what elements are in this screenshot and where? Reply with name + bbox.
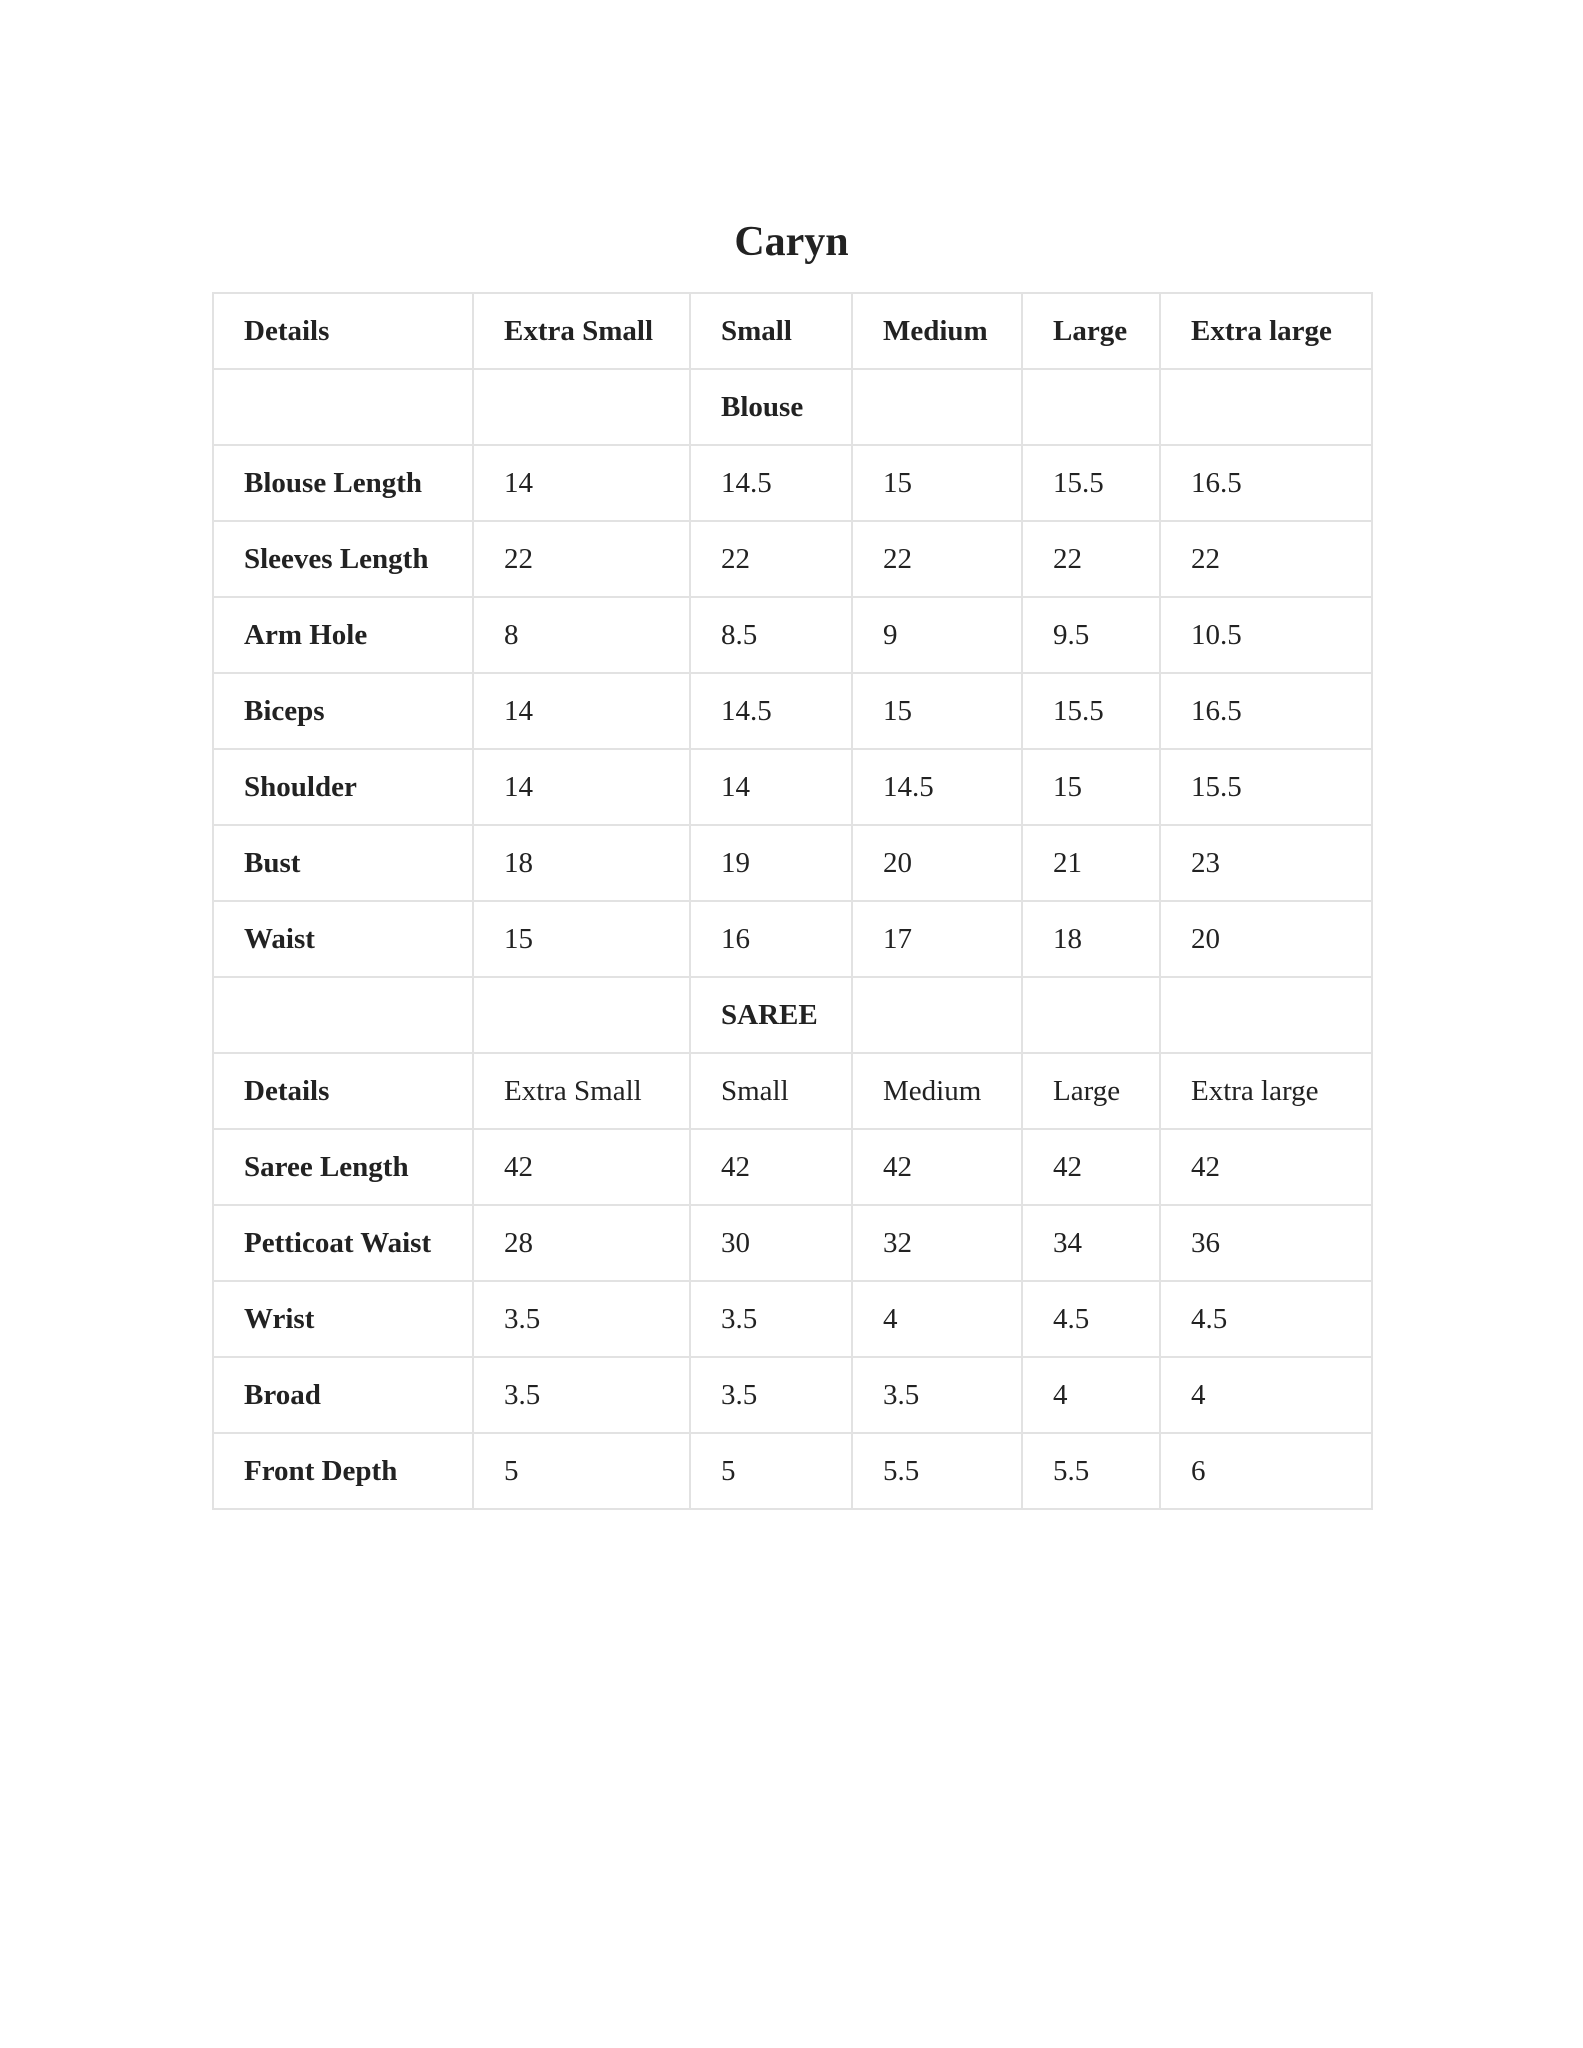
value-cell: 22 (473, 521, 690, 597)
empty-cell (1022, 977, 1160, 1053)
value-cell: 15.5 (1022, 673, 1160, 749)
value-cell: 14 (473, 445, 690, 521)
value-cell: 4.5 (1160, 1281, 1372, 1357)
header-row (213, 293, 1372, 369)
table-row (213, 597, 1372, 673)
value-cell: 17 (852, 901, 1022, 977)
value-cell: 14.5 (852, 749, 1022, 825)
empty-cell (213, 977, 473, 1053)
table-row (213, 1433, 1372, 1509)
saree-header-cell: Small (690, 1053, 852, 1129)
section-label-blouse: Blouse (690, 369, 852, 445)
empty-cell (1022, 369, 1160, 445)
saree-header-cell: Large (1022, 1053, 1160, 1129)
value-cell: 19 (690, 825, 852, 901)
row-label: Waist (213, 901, 473, 977)
value-cell: 4 (1022, 1357, 1160, 1433)
value-cell: 23 (1160, 825, 1372, 901)
value-cell: 9 (852, 597, 1022, 673)
value-cell: 42 (690, 1129, 852, 1205)
saree-header-cell: Extra Small (473, 1053, 690, 1129)
table-row (213, 521, 1372, 597)
value-cell: 8 (473, 597, 690, 673)
header-cell: Medium (852, 293, 1022, 369)
saree-header-cell: Extra large (1160, 1053, 1372, 1129)
page-title: Caryn (734, 219, 849, 265)
value-cell: 20 (852, 825, 1022, 901)
value-cell: 14 (473, 673, 690, 749)
value-cell: 36 (1160, 1205, 1372, 1281)
value-cell: 20 (1160, 901, 1372, 977)
value-cell: 15.5 (1022, 445, 1160, 521)
table-row (213, 673, 1372, 749)
value-cell: 14 (473, 749, 690, 825)
row-label: Shoulder (213, 749, 473, 825)
row-label: Petticoat Waist (213, 1205, 473, 1281)
row-label: Arm Hole (213, 597, 473, 673)
row-label: Front Depth (213, 1433, 473, 1509)
value-cell: 5 (473, 1433, 690, 1509)
row-label: Saree Length (213, 1129, 473, 1205)
value-cell: 22 (1022, 521, 1160, 597)
value-cell: 15.5 (1160, 749, 1372, 825)
value-cell: 3.5 (690, 1281, 852, 1357)
value-cell: 8.5 (690, 597, 852, 673)
empty-cell (852, 369, 1022, 445)
value-cell: 16.5 (1160, 673, 1372, 749)
saree-header-row (213, 1053, 1372, 1129)
value-cell: 21 (1022, 825, 1160, 901)
value-cell: 5 (690, 1433, 852, 1509)
size-chart-table (212, 292, 1373, 1510)
row-label: Bust (213, 825, 473, 901)
value-cell: 15 (852, 673, 1022, 749)
value-cell: 15 (1022, 749, 1160, 825)
row-label: Broad (213, 1357, 473, 1433)
header-cell: Large (1022, 293, 1160, 369)
table-row (213, 445, 1372, 521)
value-cell: 42 (1022, 1129, 1160, 1205)
value-cell: 5.5 (1022, 1433, 1160, 1509)
value-cell: 4 (852, 1281, 1022, 1357)
value-cell: 42 (852, 1129, 1022, 1205)
value-cell: 22 (690, 521, 852, 597)
empty-cell (473, 977, 690, 1053)
header-cell: Extra Small (473, 293, 690, 369)
table-row (213, 1205, 1372, 1281)
empty-cell (213, 369, 473, 445)
value-cell: 42 (473, 1129, 690, 1205)
table-row (213, 1357, 1372, 1433)
value-cell: 14.5 (690, 673, 852, 749)
table-row (213, 901, 1372, 977)
value-cell: 4 (1160, 1357, 1372, 1433)
value-cell: 6 (1160, 1433, 1372, 1509)
empty-cell (1160, 977, 1372, 1053)
header-cell: Small (690, 293, 852, 369)
value-cell: 16.5 (1160, 445, 1372, 521)
value-cell: 28 (473, 1205, 690, 1281)
value-cell: 10.5 (1160, 597, 1372, 673)
value-cell: 14 (690, 749, 852, 825)
size-chart-body (213, 293, 1372, 1509)
table-row (213, 1129, 1372, 1205)
table-row (213, 825, 1372, 901)
value-cell: 9.5 (1022, 597, 1160, 673)
header-cell: Extra large (1160, 293, 1372, 369)
value-cell: 42 (1160, 1129, 1372, 1205)
saree-header-cell: Details (213, 1053, 473, 1129)
value-cell: 16 (690, 901, 852, 977)
empty-cell (473, 369, 690, 445)
table-row (213, 749, 1372, 825)
row-label: Sleeves Length (213, 521, 473, 597)
section-row-blouse (213, 369, 1372, 445)
value-cell: 3.5 (852, 1357, 1022, 1433)
value-cell: 15 (473, 901, 690, 977)
table-row (213, 1281, 1372, 1357)
empty-cell (1160, 369, 1372, 445)
value-cell: 32 (852, 1205, 1022, 1281)
header-cell: Details (213, 293, 473, 369)
row-label: Blouse Length (213, 445, 473, 521)
section-row-saree (213, 977, 1372, 1053)
value-cell: 15 (852, 445, 1022, 521)
value-cell: 3.5 (473, 1357, 690, 1433)
saree-header-cell: Medium (852, 1053, 1022, 1129)
value-cell: 3.5 (473, 1281, 690, 1357)
value-cell: 18 (473, 825, 690, 901)
value-cell: 14.5 (690, 445, 852, 521)
value-cell: 30 (690, 1205, 852, 1281)
value-cell: 34 (1022, 1205, 1160, 1281)
row-label: Wrist (213, 1281, 473, 1357)
value-cell: 4.5 (1022, 1281, 1160, 1357)
section-label-saree: SAREE (690, 977, 852, 1053)
value-cell: 22 (852, 521, 1022, 597)
empty-cell (852, 977, 1022, 1053)
row-label: Biceps (213, 673, 473, 749)
value-cell: 5.5 (852, 1433, 1022, 1509)
value-cell: 3.5 (690, 1357, 852, 1433)
value-cell: 22 (1160, 521, 1372, 597)
value-cell: 18 (1022, 901, 1160, 977)
